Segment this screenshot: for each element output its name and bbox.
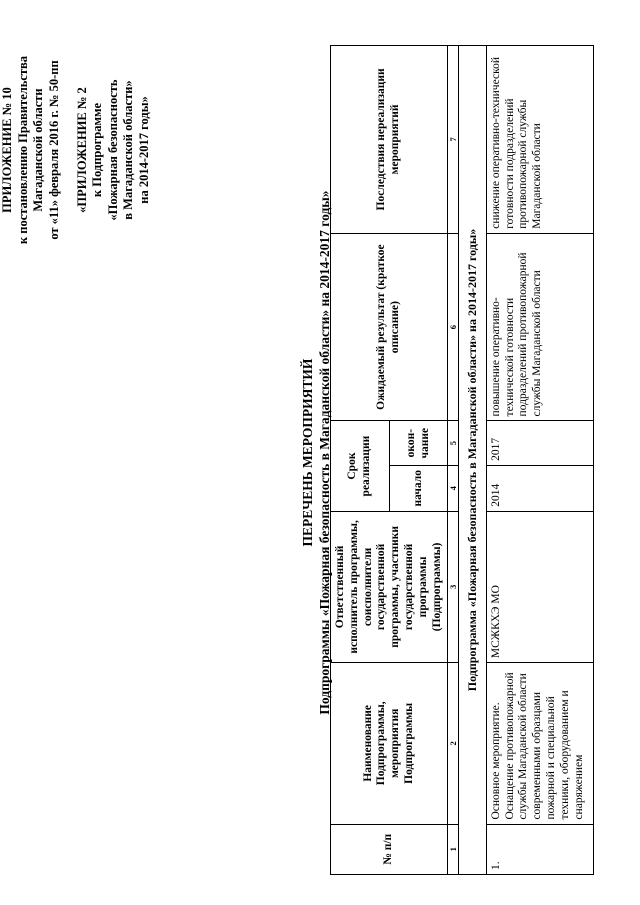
- table-row: [486, 46, 593, 875]
- section-title: Подпрограмма «Пожарная безопасность в Магаданской области» на 2014-2017 годы»: [459, 46, 486, 875]
- column-number: 2: [448, 663, 459, 824]
- section-row: [459, 46, 486, 875]
- column-number: 6: [448, 233, 459, 421]
- column-number: 4: [448, 465, 459, 511]
- column-number: 7: [448, 46, 459, 234]
- column-number: 1: [448, 824, 459, 874]
- appendix-region: Магаданской области: [31, 88, 46, 212]
- row-number: 1.: [486, 824, 593, 874]
- header-consequences: Последствия нереализации мероприятий: [331, 46, 448, 234]
- row-start-year: 2014: [486, 465, 593, 511]
- row-end-year: 2017: [486, 421, 593, 465]
- appendix-number: ПРИЛОЖЕНИЕ № 10: [0, 87, 14, 213]
- appendix-sub-region: в Магаданской области»: [121, 80, 136, 220]
- appendix-sub-ref: к Подпрограмме: [90, 102, 105, 198]
- column-number: 5: [448, 421, 459, 465]
- row-consequences: снижение оперативно-технической готовности подразделений противопожарной службы Магаданской области: [486, 46, 593, 234]
- table-header-row: [331, 46, 390, 875]
- appendix-block: [0, 0, 153, 300]
- header-number: № п/п: [331, 824, 448, 874]
- header-end: окон-чание: [389, 421, 448, 465]
- appendix-sub-years: на 2014-2017 годы»: [137, 96, 151, 204]
- column-number-row: [448, 46, 459, 875]
- header-name: Наименование Подпрограммы, мероприятия Подпрограммы: [331, 663, 448, 824]
- appendix-resolution: к постановлению Правительства: [15, 55, 30, 245]
- measures-table: [330, 45, 594, 875]
- appendix-date: от «11» февраля 2016 г. № 50-пп: [46, 60, 61, 240]
- header-term: Срок реализации: [331, 421, 390, 511]
- appendix-sub-name: «Пожарная безопасность: [105, 79, 120, 221]
- header-start: начало: [389, 465, 448, 511]
- header-result: Ожидаемый результат (краткое описание): [331, 233, 448, 421]
- document-title: [300, 0, 334, 905]
- title-main: ПЕРЕЧЕНЬ МЕРОПРИЯТИЙ: [300, 358, 315, 547]
- row-expected-result: повышение оперативно-технической готовности подразделений противопожарной службы Магаданской области: [486, 233, 593, 421]
- title-subprogram: Подпрограммы «Пожарная безопасность в Магаданской области» на 2014-2017 годы»: [316, 190, 332, 715]
- appendix-sub-number: «ПРИЛОЖЕНИЕ № 2: [74, 87, 89, 213]
- row-measure-name: Основное мероприятие. Оснащение противопожарной службы Магаданской области современными образцами пожарной и специальной техники, оборудованием и снаряжением: [486, 663, 593, 824]
- row-executor: МСЖКХЭ МО: [486, 511, 593, 662]
- column-number: 3: [448, 511, 459, 662]
- header-executor: Ответственный исполнитель программы, соисполнители государственной программы, участники государственной программы (Подпрограммы): [331, 511, 448, 662]
